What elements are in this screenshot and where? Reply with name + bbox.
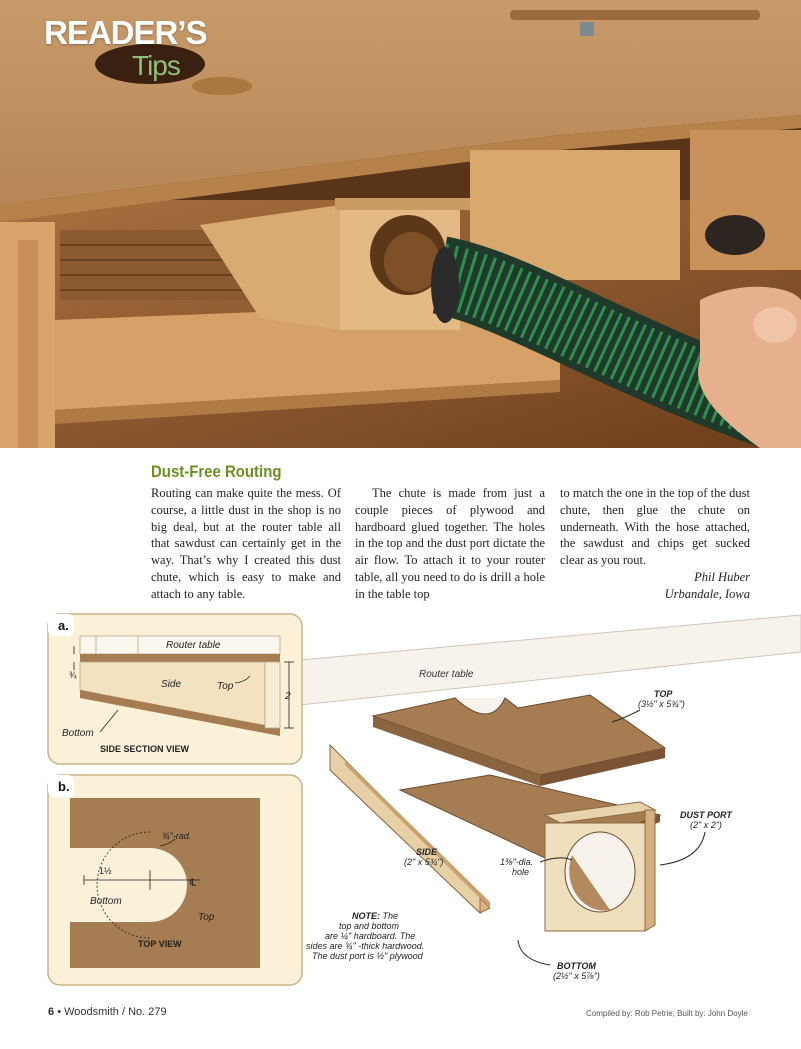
detail-b-offset: 1½ xyxy=(99,866,112,876)
router-table-slab xyxy=(300,615,801,705)
note-lead: NOTE: xyxy=(352,911,380,921)
author-location: Urbandale, Iowa xyxy=(664,586,750,601)
magazine-issue: Woodsmith / No. 279 xyxy=(64,1006,167,1018)
detail-b-bottom-label: Bottom xyxy=(90,896,122,907)
dust-port-dimension: (2" x 2") xyxy=(690,820,722,830)
page-footer-left xyxy=(48,1006,167,1018)
side-label: SIDE xyxy=(416,847,438,857)
note-line-1-text: The xyxy=(380,911,399,921)
detail-b-radius: ¾"-rad. xyxy=(162,831,192,841)
paragraph-3: to match the one in the top of the dust chute, then glue the chute on underneath. With the hose attached, the sawdust and chips get sucked clear as you rout. xyxy=(560,486,750,568)
note-line-3: are ¼" hardboard. The xyxy=(325,931,416,941)
dust-port-label: DUST PORT xyxy=(680,810,732,820)
detail-a-thickness: ¾ xyxy=(69,670,77,680)
detail-a-side-label: Side xyxy=(161,679,182,690)
author-name: Phil Huber xyxy=(694,569,750,584)
detail-a-badge: a. xyxy=(58,618,69,633)
hole-label-2: hole xyxy=(512,867,530,877)
top-dimension: (3½" x 5¾") xyxy=(638,699,685,709)
note-line-1 xyxy=(352,911,398,921)
readers-tips-logo xyxy=(44,14,207,81)
detail-a-bottom-label: Bottom xyxy=(62,728,94,739)
article-column-3 xyxy=(560,485,750,603)
paragraph-1: Routing can make quite the mess. Of course, a little dust in the shop is no big deal, but at the router table all that sawdust can certainly get in the way. That’s why I created this dust chute, which is easy to make and attach to any table. xyxy=(151,486,341,601)
detail-b-caption: TOP VIEW xyxy=(138,939,182,949)
router-table-label: Router table xyxy=(419,669,474,680)
brand-sub: Tips xyxy=(132,50,180,81)
detail-b-centerline: ℄ xyxy=(190,878,197,889)
detail-a-height: 2 xyxy=(285,691,291,702)
brand-main: READER’S xyxy=(44,14,207,51)
article-title: Dust-Free Routing xyxy=(151,462,282,481)
hole-label-1: 1⅜"-dia. xyxy=(500,857,534,867)
detail-a-caption: SIDE SECTION VIEW xyxy=(100,744,190,754)
page-number: 6 xyxy=(48,1006,55,1018)
detail-b-badge: b. xyxy=(58,779,70,794)
note-line-5: The dust port is ½" plywood xyxy=(312,951,423,961)
paragraph-2: The chute is made from just a couple pieces of plywood and hardboard glued together. The holes in the top and the dust port dictate the air flow. To attach it to your router table, all you need to do is drill a hole in the table top xyxy=(355,486,545,601)
dust-chute-diagram xyxy=(0,610,801,990)
footer-bullet: • xyxy=(57,1006,62,1018)
detail-b-top-view xyxy=(48,775,302,985)
bottom-dimension: (2½" x 5⅞") xyxy=(553,971,600,981)
top-label: TOP xyxy=(654,689,673,699)
detail-b-top-label: Top xyxy=(198,912,215,923)
side-dimension: (2" x 5¾") xyxy=(404,857,444,867)
article-column-2 xyxy=(355,485,545,603)
router-table-dust-chute-photo xyxy=(0,0,801,448)
bottom-label: BOTTOM xyxy=(557,961,596,971)
article-column-1 xyxy=(151,485,341,603)
detail-a-top-label: Top xyxy=(217,681,234,692)
detail-a-router-table-label: Router table xyxy=(166,640,221,651)
top-panel xyxy=(373,695,665,786)
note-line-4: sides are ¾" -thick hardwood. xyxy=(306,941,425,951)
page-credits: Compiled by: Rob Petrie; Built by: John Doyle xyxy=(586,1009,748,1018)
note-line-2: top and bottom xyxy=(339,921,400,931)
side-panel xyxy=(330,745,490,913)
